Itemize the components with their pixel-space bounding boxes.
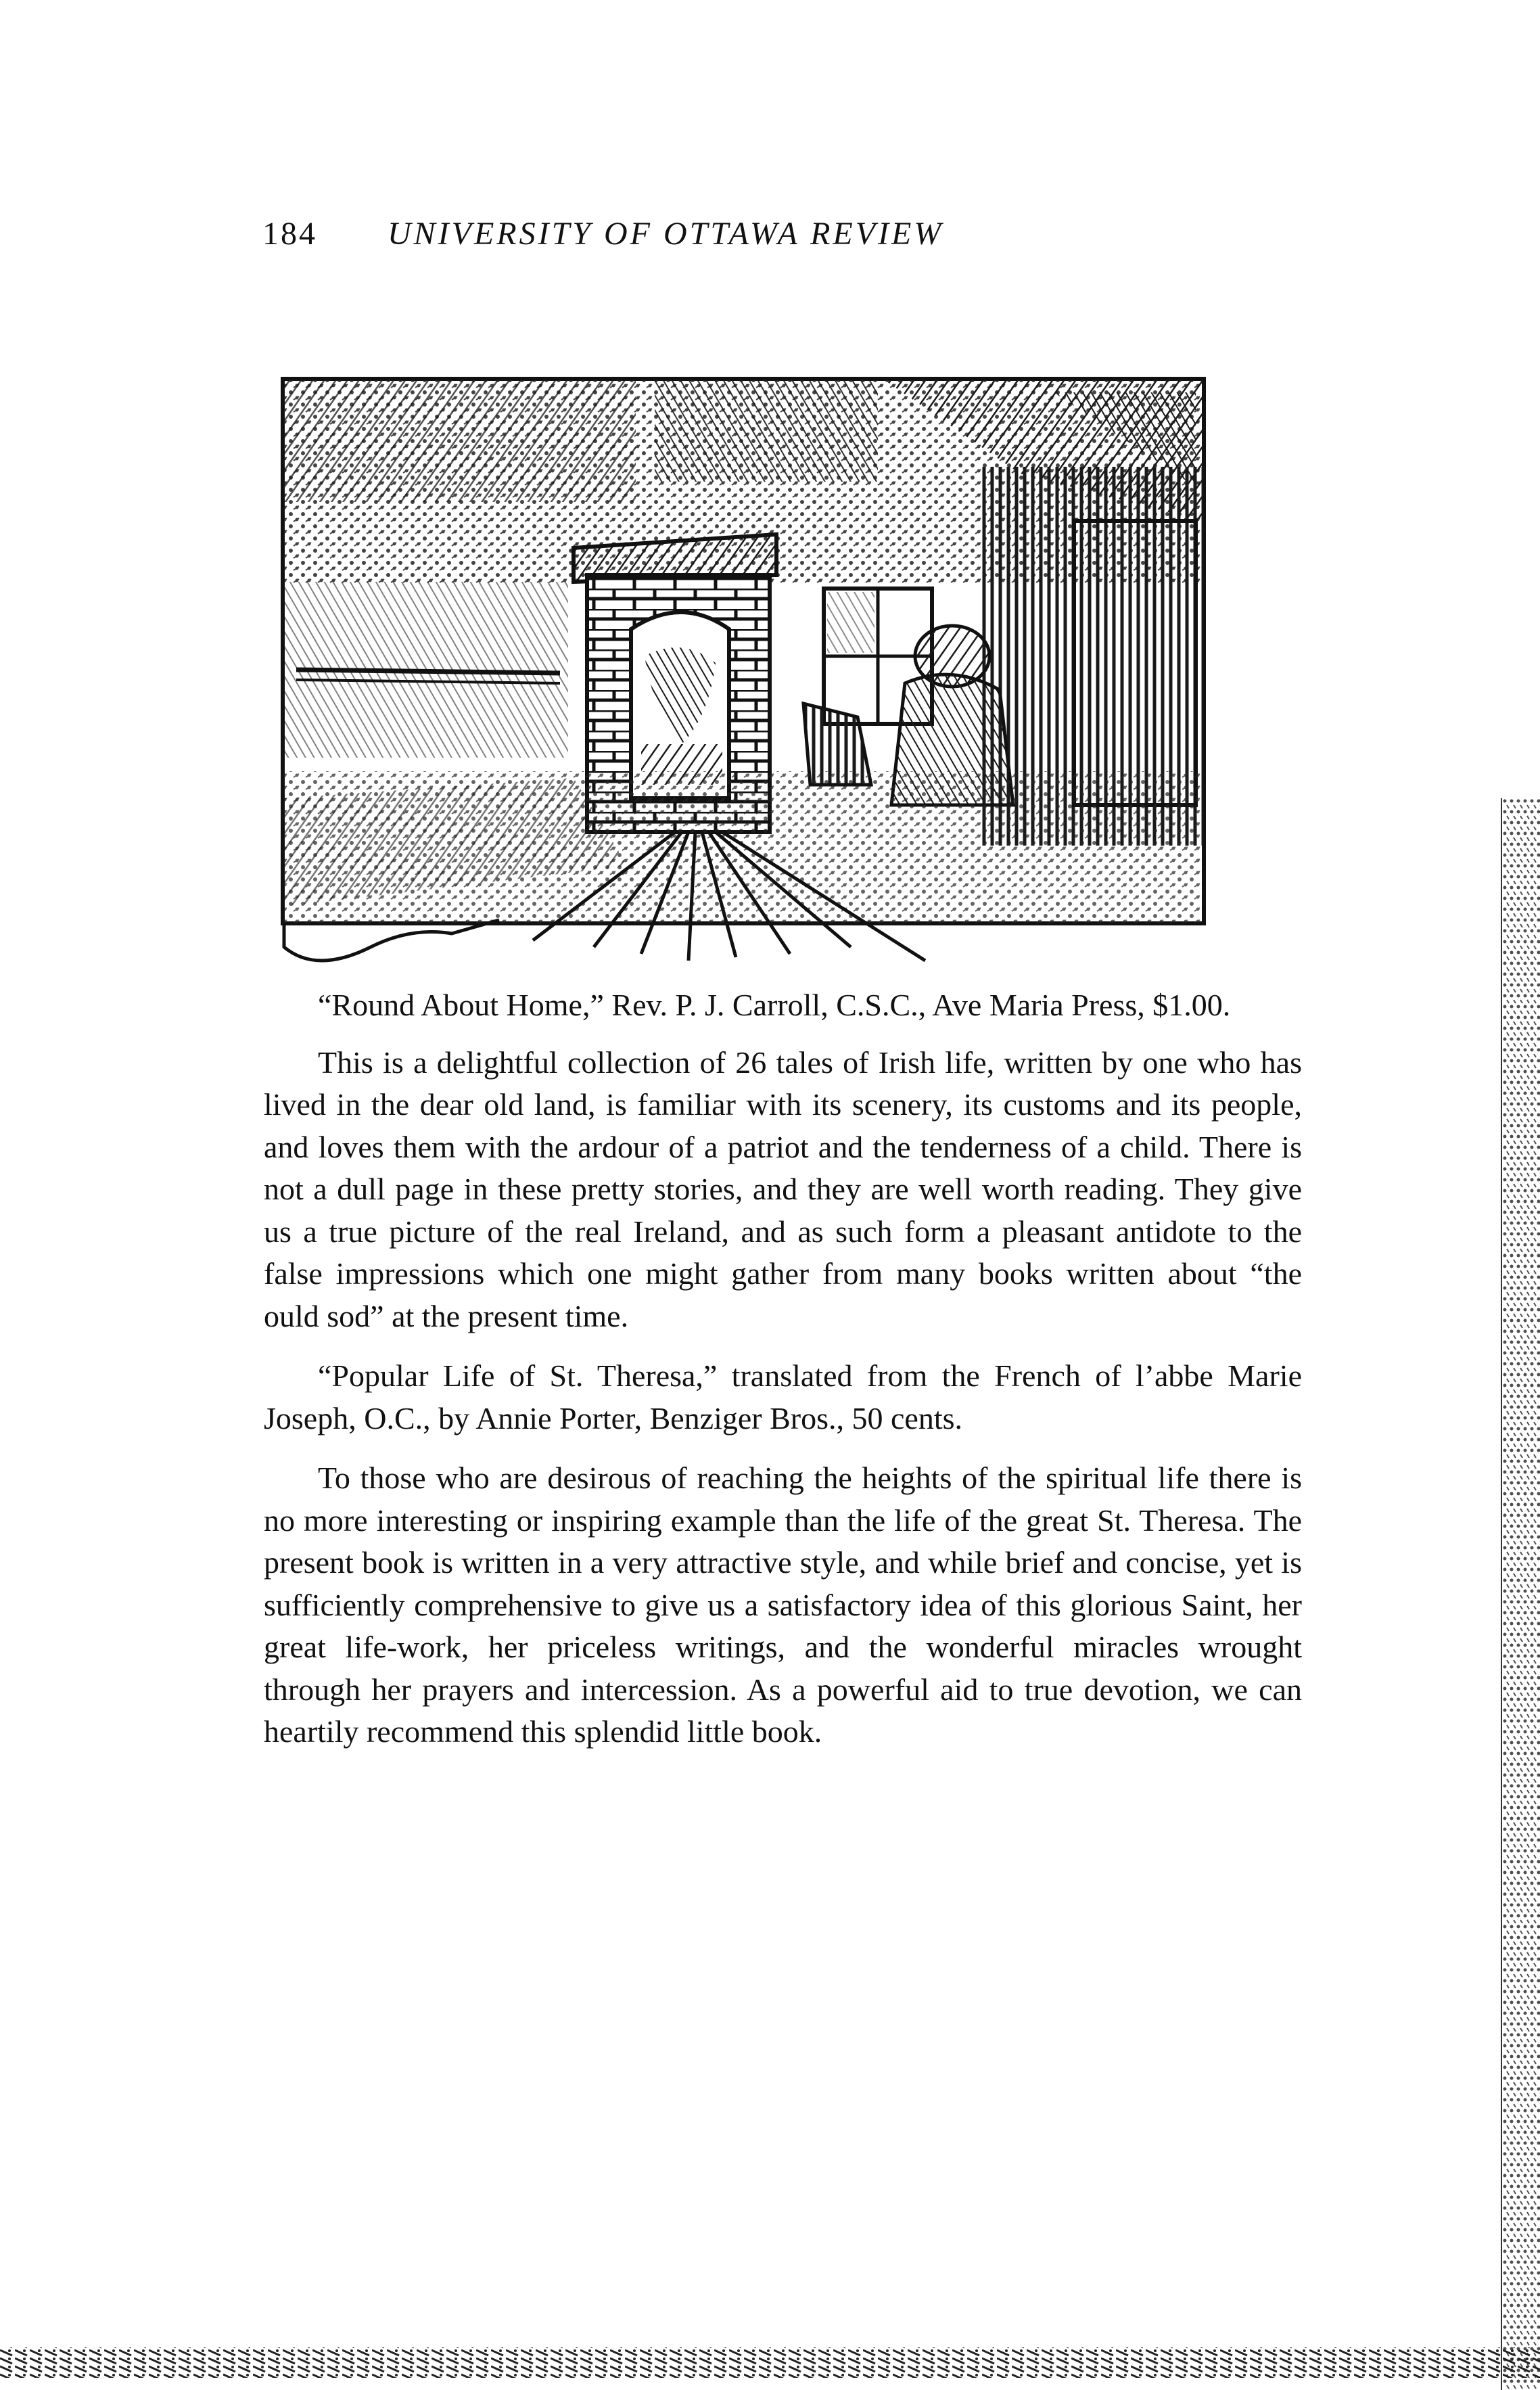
page-edge-bottom-scan-artifact <box>0 2341 1540 2390</box>
woodcut-cottage-interior-illustration <box>276 365 1209 974</box>
review-2-body: To those who are desirous of reaching the heights of the spiritual life there is no more interesting or inspiring example than the life of the great St. Theresa. The present book is written in a very attractive style, and while brief and concise, yet is sufficiently comprehensive to give us a satisfactory idea of this glorious Saint, her great life-work, her priceless writings, and the wonderful miracles wrought through her prayers and intercession. As a powerful aid to true devotion, we can heartily recommend this splendid little book. <box>264 1461 1302 1749</box>
reviews-text <box>264 984 1302 1753</box>
review-1-citation: “Round About Home,” Rev. P. J. Carroll, C.S.C., Ave Maria Press, $1.00. <box>318 988 1231 1022</box>
review-1-body: This is a delightful collection of 26 tales of Irish life, written by one who has lived in the dear old land, is familiar with its scenery, its customs and its people, and loves them with the ardour of a patriot and the tenderness of a child. There is not a dull page in these pretty stories, and they are well worth reading. They give us a true picture of the real Ireland, and as such form a pleasant antidote to the false impressions which one might gather from many books written about “the ould sod” at the present time. <box>264 1044 1302 1333</box>
review-2-citation: “Popular Life of St. Theresa,” translated from the French of l’abbe Marie Joseph, O.C., by Annie Porter, Benziger Bros., 50 cents. <box>264 1358 1302 1435</box>
journal-title: UNIVERSITY OF OTTAWA REVIEW <box>388 216 944 252</box>
page-number: 184 <box>262 216 317 252</box>
running-head <box>262 215 1317 269</box>
page-edge-right-scan-artifact <box>1483 798 1540 2390</box>
